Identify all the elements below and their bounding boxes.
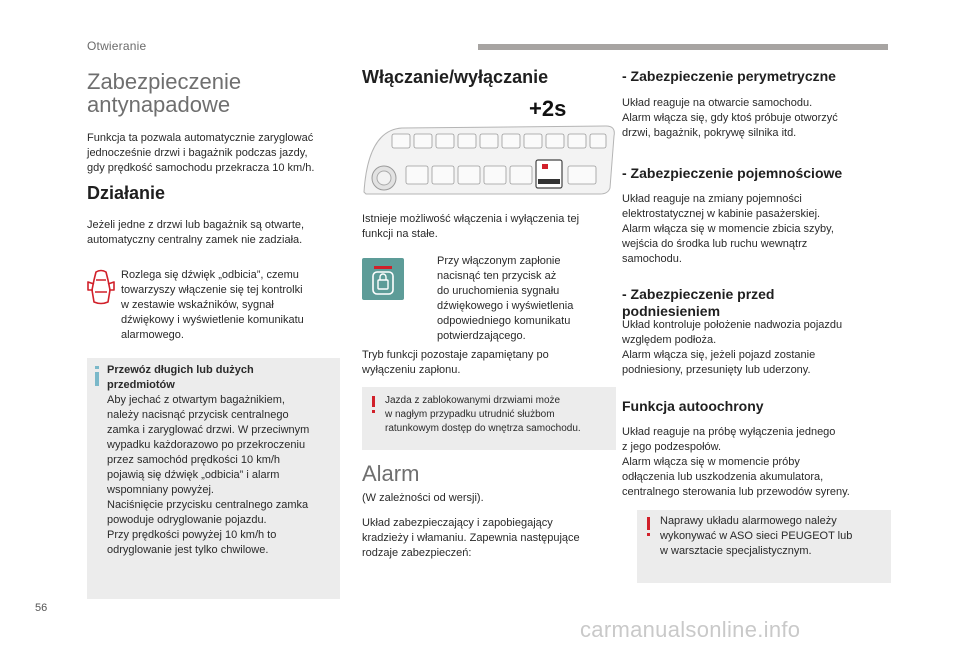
info-line: należy nacisnąć przycisk centralnego [107,409,289,421]
warn-line: Naprawy układu alarmowego należy [660,515,837,527]
dzialanie-line: automatyczny centralny zamek nie zadziała. [87,234,303,246]
wlaczanie-heading: Włączanie/wyłączanie [362,67,549,87]
info-line: odryglowanie jest tylko chwilowe. [107,544,269,556]
info-icon [95,366,99,369]
antitheft-title-line1: Zabezpieczenie [87,69,242,94]
info-line: przez samochód prędkości 10 km/h [107,454,281,466]
step-line: potwierdzającego. [437,330,526,342]
antitheft-title-line2: antynapadowe [87,92,231,117]
lift-line: podniesiony, przesunięty lub uderzony. [622,364,811,376]
warning-icon [372,396,375,407]
step-line: nacisnąć ten przycisk aż [437,270,557,282]
vol-line: Układ reaguje na zmiany pojemności [622,193,802,205]
door-open-note [121,268,341,343]
self-line: z jego podzespołów. [622,441,722,453]
lift-line: Alarm włącza się, jeżeli pojazd zostanie [622,349,816,361]
note-line: w zestawie wskaźników, sygnał [121,299,274,311]
vol-line: samochodu. [622,253,682,265]
warning-text-emergency [385,394,615,436]
lift-heading-line: podniesieniem [622,303,721,319]
info-title-line: Przewóz długich lub dużych [107,364,254,376]
lift-heading [622,286,774,320]
info-line: zamka i zaryglować drzwi. W przeciwnym [107,424,310,436]
self-line: odłączenia lub uszkodzenia akumulatora, [622,471,824,483]
alarm-heading: Alarm [362,461,420,486]
self-protection-heading: Funkcja autoochrony [622,398,764,414]
car-doors-open-icon [86,268,116,312]
hold-duration-label: +2s [529,96,567,121]
lift-line: Układ kontroluje położenie nadwozia pojazdu [622,319,843,331]
self-line: centralnego sterowania lub przewodów syreny. [622,486,850,498]
note-line: towarzyszy włączenie się tej kontrolki [121,284,303,296]
self-line: Alarm włącza się w momencie próby [622,456,800,468]
perim-line: drzwi, bagażnik, pokrywę silnika itd. [622,127,797,139]
warn-line: w warsztacie specjalistycznym. [660,545,812,557]
warn-line: ratunkowym dostęp do wnętrza samochodu. [385,423,581,434]
note-line: Rozlega się dźwięk „odbicia”, czemu [121,269,299,281]
perimeter-text [622,96,892,141]
page-number: 56 [35,602,48,614]
warning-icon-dot [372,410,375,413]
warn-line: Jazda z zablokowanymi drzwiami może [385,395,561,406]
perim-line: Układ reaguje na otwarcie samochodu. [622,97,813,109]
info-line: Przy prędkości powyżej 10 km/h to [107,529,277,541]
vol-line: Alarm włącza się w momencie zbicia szyby, [622,223,834,235]
dzialanie-line: Jeżeli jedne z drzwi lub bagażnik są otwarte, [87,219,305,231]
dzialanie-heading: Działanie [87,183,166,203]
step-line: dźwiękowego i wyświetlenia [437,300,574,312]
info-line: wypadku każdorazowo po przekroczeniu [107,439,306,451]
intro-line: jednocześnie drzwi i bagażnik podczas jazdy, [87,147,308,159]
self-protection-text [622,425,892,500]
warn-line: wykonywać w ASO sieci PEUGEOT lub [660,530,853,542]
volumetric-text [622,192,892,267]
para-line: Istnieje możliwość włączenia i wyłączenia tej [362,213,580,225]
warn-line: w nagłym przypadku utrudnić służbom [385,409,555,420]
lift-heading-line: - Zabezpieczenie przed [622,286,775,302]
intro-line: Funkcja ta pozwala automatycznie zaryglować [87,132,314,144]
warning-text-repairs [660,514,888,559]
alarm-line: Układ zabezpieczający i zapobiegający [362,517,553,529]
self-line: Układ reaguje na próbę wyłączenia jednego [622,426,836,438]
step-line: do uruchomienia sygnału [437,285,560,297]
perim-line: Alarm włącza się, gdy ktoś próbuje otworzyć [622,112,838,124]
info-line: pojawią się dźwięk „odbicia” i alarm [107,469,280,481]
volumetric-heading: - Zabezpieczenie pojemnościowe [622,165,843,181]
info-line: Aby jechać z otwartym bagażnikiem, [107,394,285,406]
header-rule [478,44,888,50]
vol-line: wejścia do środka lub ruchu wewnątrz [622,238,808,250]
permanent-toggle-paragraph [362,212,616,242]
lift-text [622,318,892,378]
vol-line: elektrostatycznej w kabinie pasażerskiej. [622,208,821,220]
intro-line: gdy prędkość samochodu przekracza 10 km/h. [87,162,315,174]
para-line: wyłączeniu zapłonu. [362,364,461,376]
alarm-line: kradzieży i włamaniu. Zapewnia następujące [362,532,580,544]
intro-paragraph [87,131,347,176]
para-line: funkcji na stałe. [362,228,438,240]
lift-line: względem podłoża. [622,334,717,346]
dzialanie-paragraph [87,218,347,248]
page-header [0,0,960,60]
warning-icon-dot [647,533,650,536]
note-line: alarmowego. [121,329,184,341]
para-line: Tryb funkcji pozostaje zapamiętany po [362,349,549,361]
info-line: wspomniany powyżej. [107,484,214,496]
info-line: Naciśnięcie przycisku centralnego zamka [107,499,309,511]
info-title-line: przedmiotów [107,379,175,391]
step-line: odpowiedniego komunikatu [437,315,571,327]
alarm-description [362,516,616,561]
step-line: Przy włączonym zapłonie [437,255,561,267]
watermark: carmanualsonline.info [580,617,801,642]
alarm-line: rodzaje zabezpieczeń: [362,547,472,559]
warning-icon [647,517,650,530]
section-label: Otwieranie [87,39,147,53]
antitheft-lock-button-icon [362,258,404,300]
note-line: dźwiękowy i wyświetlenie komunikatu [121,314,304,326]
step-instruction [437,254,617,344]
perimeter-heading: - Zabezpieczenie perymetryczne [622,68,836,84]
dashboard-illustration [362,122,616,196]
info-icon-bar [95,372,99,386]
info-box-content [107,363,337,558]
alarm-version-note: (W zależności od wersji). [362,492,484,504]
memory-paragraph [362,348,616,378]
info-line: powoduje odryglowanie pojazdu. [107,514,267,526]
